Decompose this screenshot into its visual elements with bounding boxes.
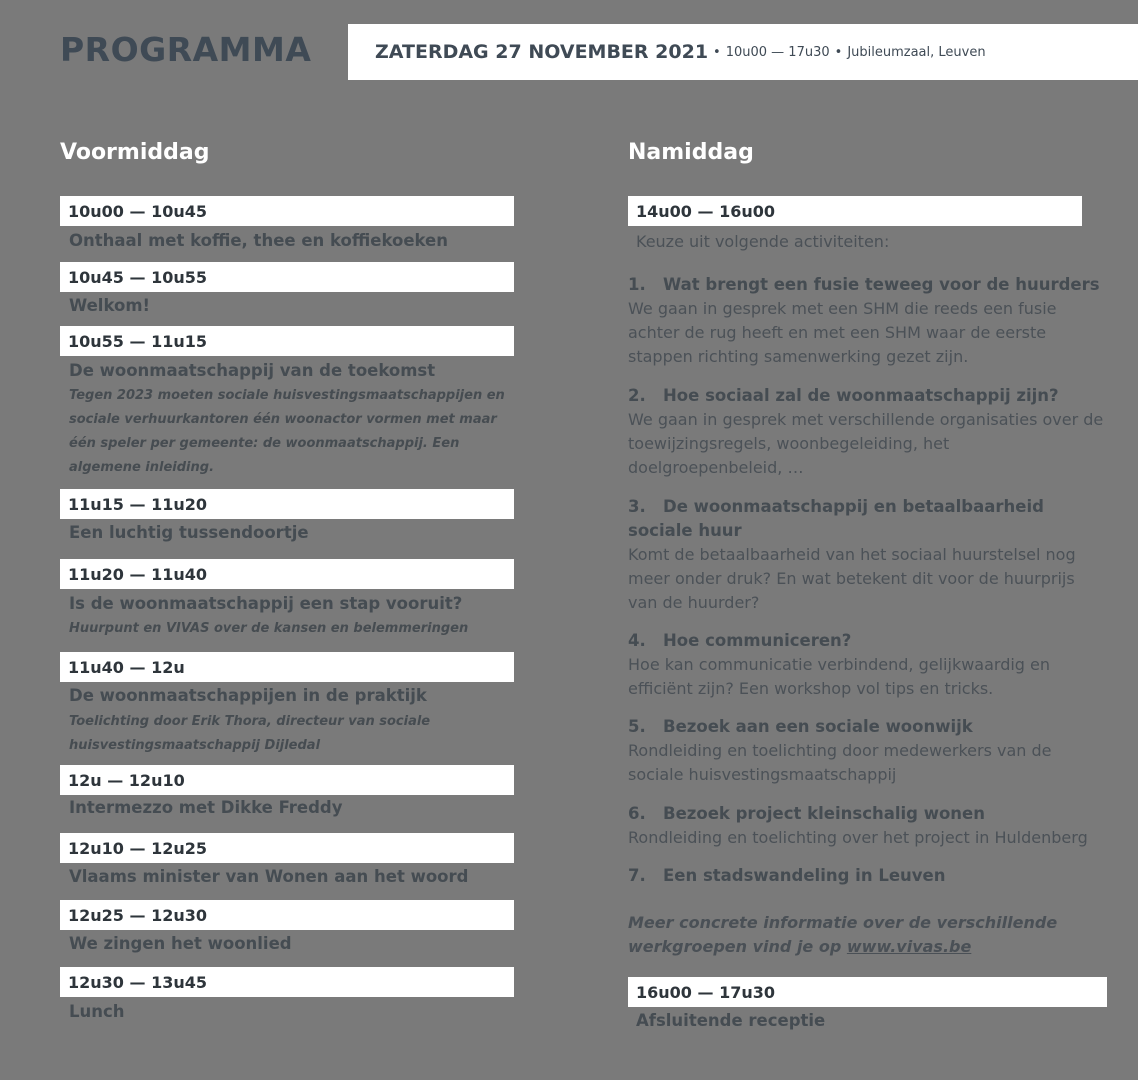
activity-item: [628, 802, 1128, 850]
session-title: Welkom!: [69, 296, 151, 315]
session-title: De woonmaatschappijen in de praktijk: [69, 686, 427, 705]
session-title: Onthaal met koffie, thee en koffiekoeken: [69, 231, 448, 250]
time-slot: 10u00 — 10u45: [60, 196, 514, 226]
activity-title: Bezoek aan een sociale woonwijk: [663, 717, 973, 736]
activity-title: De woonmaatschappij en betaalbaarheid sociale huur: [628, 497, 1044, 540]
session-title: Afsluitende receptie: [636, 1011, 826, 1030]
morning-heading: Voormiddag: [60, 140, 210, 165]
activities-intro: Keuze uit volgende activiteiten:: [636, 232, 890, 251]
activity-title: Bezoek project kleinschalig wonen: [663, 804, 985, 823]
activity-item: [628, 864, 1108, 888]
time-slot: 12u — 12u10: [60, 765, 514, 795]
activity-title: Hoe sociaal zal de woonmaatschappij zijn?: [663, 386, 1059, 405]
session-description: Toelichting door Erik Thora, directeur van sociale huisvestingsmaatschappij Dijledal: [69, 714, 431, 753]
page-title: PROGRAMMA: [60, 30, 312, 69]
activity-description: Komt de betaalbaarheid van het sociaal huurstelsel nog meer onder druk? En wat betekent dit voor de huurprijs van de huurder?: [628, 545, 1076, 612]
session-title: Intermezzo met Dikke Freddy: [69, 798, 343, 817]
event-time: 10u00 — 17u30: [725, 44, 830, 60]
afternoon-heading: Namiddag: [628, 140, 754, 165]
activity-title: Wat brengt een fusie teweeg voor de huurders: [663, 275, 1100, 294]
session-title: Is de woonmaatschappij een stap vooruit?: [69, 594, 463, 613]
activity-item: [628, 384, 1108, 480]
time-slot: 11u15 — 11u20: [60, 489, 514, 519]
activity-number: 7.: [628, 866, 646, 885]
time-slot: 12u30 — 13u45: [60, 967, 514, 997]
time-slot: 16u00 — 17u30: [628, 977, 1107, 1007]
separator: •: [713, 44, 721, 60]
activity-title: Een stadswandeling in Leuven: [663, 866, 946, 885]
event-date: ZATERDAG 27 NOVEMBER 2021: [375, 41, 709, 63]
info-note: [628, 911, 1068, 959]
activity-number: 6.: [628, 804, 646, 823]
date-banner: [348, 24, 1138, 80]
time-slot: 11u20 — 11u40: [60, 559, 514, 589]
time-slot: 12u10 — 12u25: [60, 833, 514, 863]
event-location: Jubileumzaal, Leuven: [847, 44, 986, 60]
activity-item: [628, 495, 1108, 615]
session-title: De woonmaatschappij van de toekomst: [69, 361, 436, 380]
activity-number: 4.: [628, 631, 646, 650]
session-title: We zingen het woonlied: [69, 934, 292, 953]
session-title: Een luchtig tussendoortje: [69, 523, 309, 542]
activity-description: Hoe kan communicatie verbindend, gelijkwaardig en efficiënt zijn? Een workshop vol tips en tricks.: [628, 655, 1051, 698]
session-title: Lunch: [69, 1002, 125, 1021]
activity-number: 2.: [628, 386, 646, 405]
website-link[interactable]: www.vivas.be: [846, 937, 972, 956]
session-description: Huurpunt en VIVAS over de kansen en belemmeringen: [69, 621, 469, 636]
time-slot: 10u55 — 11u15: [60, 326, 514, 356]
activity-number: 1.: [628, 275, 646, 294]
activity-title: Hoe communiceren?: [663, 631, 852, 650]
activity-item: [628, 715, 1108, 787]
activity-item: [628, 273, 1108, 369]
activity-description: We gaan in gesprek met verschillende organisaties over de toewijzingsregels, woonbegeleiding, het doelgroepenbeleid, …: [628, 410, 1104, 477]
time-slot: 14u00 — 16u00: [628, 196, 1082, 226]
activity-number: 5.: [628, 717, 646, 736]
activity-description: Rondleiding en toelichting over het project in Huldenberg: [628, 828, 1088, 847]
separator: •: [834, 44, 843, 60]
session-description: Tegen 2023 moeten sociale huisvestingsmaatschappijen en sociale verhuurkantoren één woonactor vormen met maar één speler per gemeente: de woonmaatschappij. Een algemene inleiding.: [69, 388, 505, 475]
time-slot: 11u40 — 12u: [60, 652, 514, 682]
info-note-text: Meer concrete informatie over de verschillende werkgroepen vind je op: [628, 913, 1058, 956]
time-slot: 12u25 — 12u30: [60, 900, 514, 930]
session-title: Vlaams minister van Wonen aan het woord: [69, 867, 469, 886]
activity-description: We gaan in gesprek met een SHM die reeds een fusie achter de rug heeft en met een SHM waar de eerste stappen richting samenwerking gezet zijn.: [628, 299, 1057, 366]
time-slot: 10u45 — 10u55: [60, 262, 514, 292]
activity-item: [628, 629, 1108, 701]
activity-description: Rondleiding en toelichting door medewerkers van de sociale huisvestingsmaatschappij: [628, 741, 1052, 784]
activity-number: 3.: [628, 497, 646, 516]
